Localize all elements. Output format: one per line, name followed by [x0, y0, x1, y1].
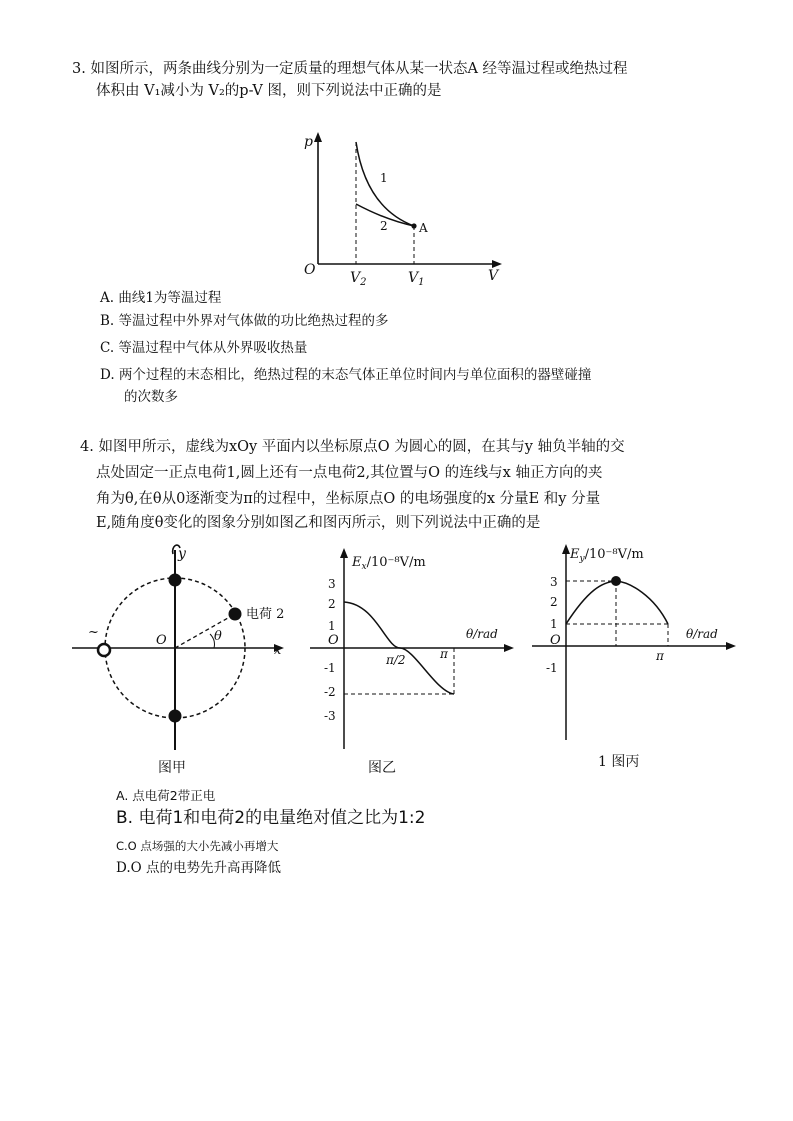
- xtick-pi: π: [440, 647, 448, 661]
- fig-bing-ey-graph: [530, 540, 740, 740]
- theta-label: θ: [214, 629, 222, 644]
- q4-stem-line2: 点处固定一正点电荷1,圆上还有一点电荷2,其位置与O 的连线与x 轴正方向的夹: [96, 465, 603, 481]
- ytick-2: 2: [328, 597, 336, 611]
- ytick-neg2: -2: [324, 685, 336, 699]
- xtick-pi: π: [656, 649, 664, 663]
- ytick-neg1: -1: [324, 661, 336, 675]
- v1-label: $V_1$: [408, 270, 425, 288]
- origin-label: O: [328, 633, 339, 648]
- ex-axis-arrow-icon: [340, 548, 348, 558]
- q4-stem-line4: E,随角度θ变化的图象分别如图乙和图丙所示，则下列说法中正确的是: [96, 515, 541, 531]
- x-axis-label: x: [274, 643, 282, 658]
- q4-stem-line1: 4. 如图甲所示，虚线为xOy 平面内以坐标原点O 为圆心的圆，在其与y 轴负半轴的交: [80, 439, 625, 455]
- q3-option-a: A. 曲线1为等温过程: [100, 290, 222, 306]
- charge-2-dashed-line: [175, 614, 235, 648]
- fig-yi-caption: 图乙: [368, 760, 396, 776]
- xtick-half-pi: π/2: [386, 653, 406, 667]
- fig-yi-ex-graph: [306, 544, 516, 756]
- ytick-2: 2: [550, 595, 558, 609]
- q3-pv-graph: [296, 128, 506, 288]
- point-a-label: A: [419, 221, 428, 235]
- fig-jia-caption: 图甲: [158, 760, 186, 776]
- fig-jia: [70, 536, 290, 756]
- q4-option-a: A. 点电荷2带正电: [116, 788, 216, 803]
- q4-option-c: C.O 点场强的大小先减小再增大: [116, 839, 279, 853]
- ytick-neg1: -1: [546, 661, 558, 675]
- ey-axis-label: $E_y/10^{-8}V/m$: [570, 547, 644, 564]
- p-axis-arrow-icon: [314, 132, 322, 142]
- q4-option-d: D.O 点的电势先升高再降低: [116, 860, 281, 876]
- q3-stem-line2: 体积由 V₁减小为 V₂的p-V 图，则下列说法中正确的是: [96, 83, 442, 99]
- charge-1-marker: [169, 710, 182, 723]
- origin-label: O: [156, 633, 167, 648]
- point-a-marker: [411, 223, 416, 228]
- charge-top-marker: [169, 574, 182, 587]
- ey-curve: [566, 581, 668, 624]
- ytick-3: 3: [328, 577, 336, 591]
- ytick-1: 1: [550, 617, 558, 631]
- tilde-mark: ~: [88, 625, 99, 640]
- ytick-1: 1: [328, 619, 336, 633]
- fig-bing-caption: 1 图丙: [598, 754, 640, 770]
- ey-axis-arrow-icon: [562, 544, 570, 554]
- q3-option-d-cont: 的次数多: [124, 389, 178, 405]
- q3-option-b: B. 等温过程中外界对气体做的功比绝热过程的多: [100, 313, 389, 329]
- ex-axis-label: $E_x/10^{-8}V/m$: [352, 555, 426, 572]
- charge-left-marker: [98, 644, 110, 656]
- charge-2-label: 电荷 2: [246, 607, 285, 622]
- v2-label: $V_2$: [350, 270, 367, 288]
- theta-axis-label: θ/rad: [466, 627, 498, 641]
- v-axis-label: V: [488, 268, 499, 284]
- q4-option-b: B. 电荷1和电荷2的电量绝对值之比为1:2: [116, 808, 426, 828]
- ytick-3: 3: [550, 575, 558, 589]
- v-axis-arrow-icon: [492, 260, 502, 268]
- theta-axis-label: θ/rad: [686, 627, 718, 641]
- q3-stem-line1: 3. 如图所示，两条曲线分别为一定质量的理想气体从某一状态A 经等温过程或绝热过程: [72, 61, 628, 77]
- p-axis-label: p: [304, 134, 313, 150]
- curve-2-label: 2: [380, 219, 388, 233]
- origin-label: O: [304, 262, 316, 278]
- q4-stem-line3: 角为θ,在θ从0逐渐变为π的过程中，坐标原点O 的电场强度的x 分量E 和y 分量: [96, 491, 601, 507]
- theta-axis-arrow-icon: [504, 644, 514, 652]
- y-axis-label: y: [178, 546, 186, 562]
- q3-option-c: C. 等温过程中气体从外界吸收热量: [100, 340, 308, 356]
- theta-axis-arrow-icon: [726, 642, 736, 650]
- origin-label: O: [550, 633, 561, 648]
- q3-option-d: D. 两个过程的末态相比，绝热过程的末态气体正单位时间内与单位面积的器壁碰撞: [100, 367, 592, 383]
- ytick-neg3: -3: [324, 709, 336, 723]
- curve-1-label: 1: [380, 171, 388, 185]
